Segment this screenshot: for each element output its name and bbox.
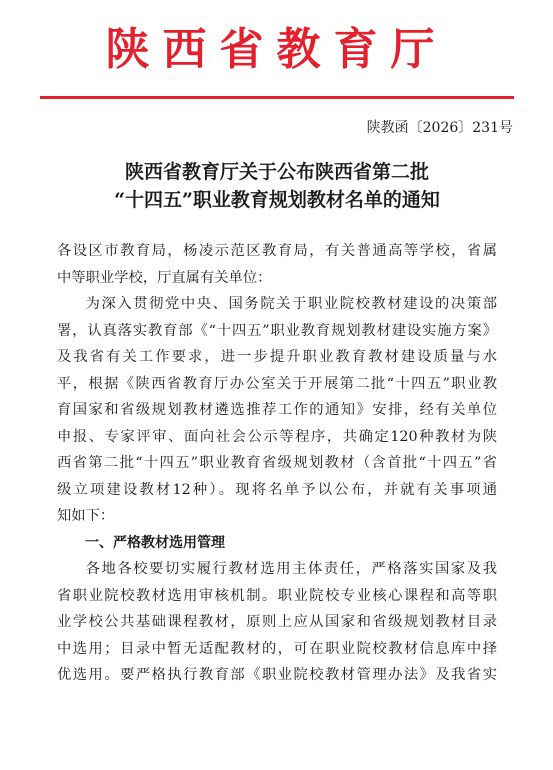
- title-line-1: 陕西省教育厅关于公布陕西省第二批: [124, 161, 429, 183]
- paragraph-line: 为深入贯彻党中央、国务院关于职业院校教材建设的决策部: [85, 296, 497, 312]
- paragraph-line: 级立项建设教材12种）。现将名单予以公布，并就有关事项通: [57, 481, 497, 498]
- paragraph-line: 育国家和省级规划教材遴选推荐工作的通知》安排，经有关单位: [57, 402, 497, 418]
- paragraph-intro: [57, 291, 497, 530]
- paragraph-line: 知如下：: [57, 508, 115, 524]
- paragraph-selection: [57, 556, 497, 689]
- document-title: [40, 158, 514, 214]
- paragraph-line: 业学校公共基础课程教材，原则上应从国家和省级规划教材目录: [57, 614, 497, 630]
- red-header-rule: [40, 96, 514, 99]
- document-number: 陕教函〔2026〕231号: [366, 120, 513, 136]
- issuing-authority-header: 陕西省教育厅: [105, 24, 448, 75]
- paragraph-line: 平，根据《陕西省教育厅办公室关于开展第二批“十四五”职业教: [57, 375, 497, 392]
- paragraph-line: 申报、专家评审、面向社会公示等程序，共确定120种教材为陕: [57, 428, 497, 445]
- addressee-line: 中等职业学校，厅直属有关单位：: [57, 269, 272, 286]
- paragraph-line: 中选用；目录中暂无适配教材的，可在职业院校教材信息库中择: [57, 640, 497, 657]
- paragraph-line: 各地各校要切实履行教材选用主体责任，严格落实国家及我: [85, 561, 497, 577]
- addressee: [57, 238, 497, 291]
- paragraph-line: 优选用。要严格执行教育部《职业院校教材管理办法》及我省实: [57, 667, 497, 683]
- paragraph-line: 及我省有关工作要求，进一步提升职业教育教材建设质量与水: [57, 349, 497, 365]
- document-body: [57, 238, 497, 689]
- paragraph-line: 省职业院校教材选用审核机制。职业院校专业核心课程和高等职: [57, 587, 497, 604]
- title-line-2: “十四五”职业教育规划教材名单的通知: [114, 189, 440, 211]
- section-heading-1: 一、严格教材选用管理: [85, 534, 225, 551]
- paragraph-line: 署，认真落实教育部《“十四五”职业教育规划教材建设实施方案》: [57, 322, 497, 339]
- addressee-line: 各设区市教育局，杨凌示范区教育局，有关普通高等学校，省属: [57, 243, 497, 259]
- paragraph-line: 西省第二批“十四五”职业教育省级规划教材（含首批“十四五”省: [57, 455, 497, 471]
